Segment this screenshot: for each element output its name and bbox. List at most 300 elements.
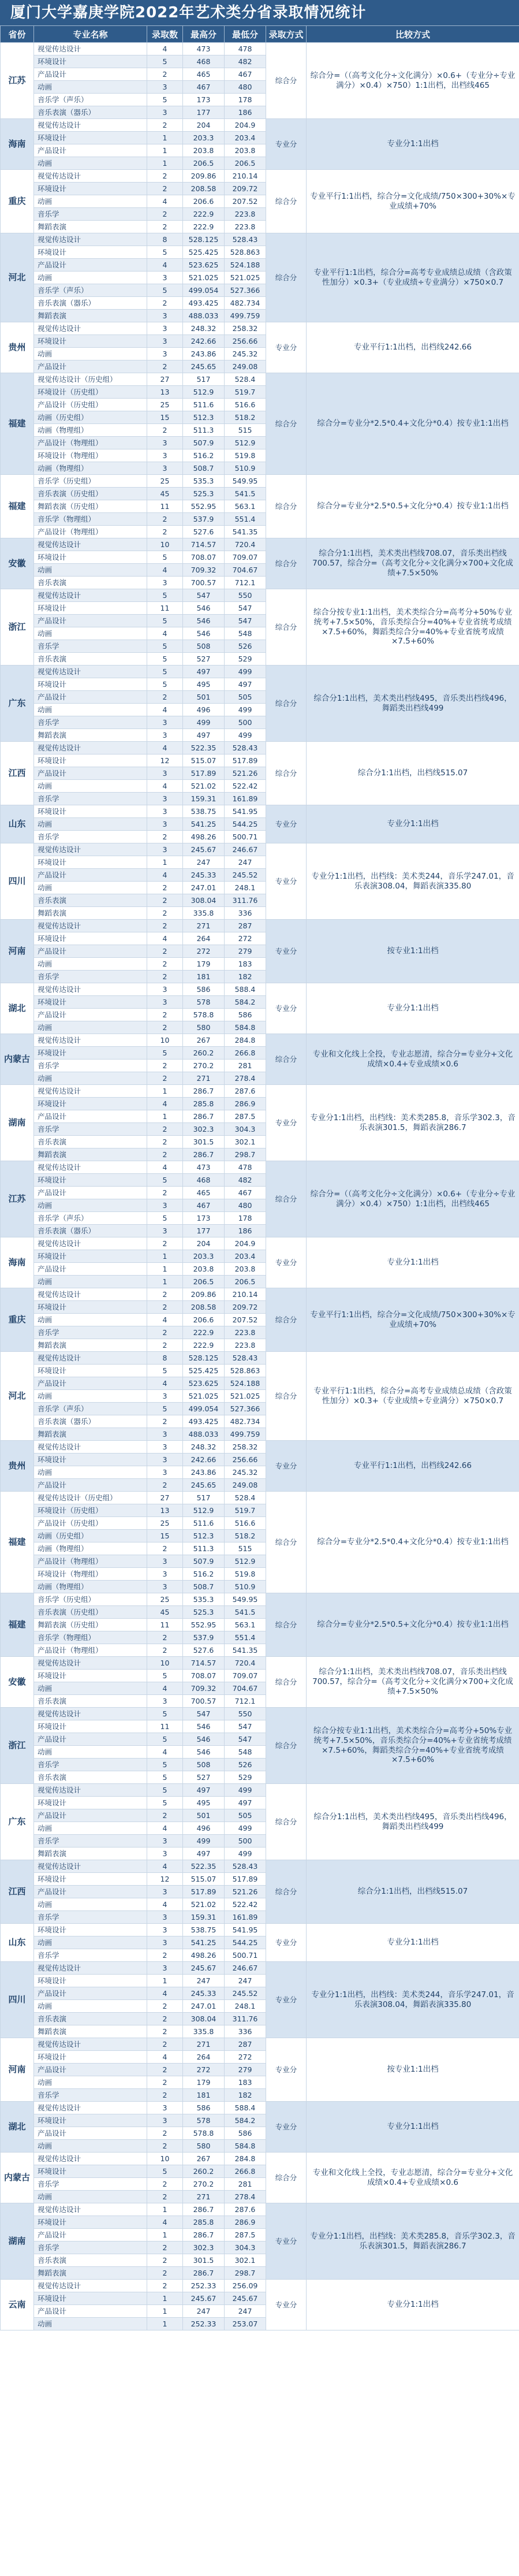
min-score-cell: 248.1 <box>225 2000 266 2013</box>
table-row <box>1 1860 519 1873</box>
major-cell: 产品设计 <box>34 259 147 272</box>
count-cell: 4 <box>147 627 183 640</box>
min-score-cell: 528.863 <box>225 1365 266 1377</box>
count-cell: 1 <box>147 1110 183 1123</box>
min-score-cell: 541.35 <box>225 526 266 538</box>
count-cell: 5 <box>147 678 183 691</box>
count-cell: 3 <box>147 729 183 742</box>
count-cell: 5 <box>147 55 183 68</box>
count-cell: 5 <box>147 1784 183 1797</box>
major-cell: 环境设计 <box>34 856 147 869</box>
max-score-cell: 515.07 <box>183 754 225 767</box>
max-score-cell: 203.3 <box>183 132 225 144</box>
comparison-rule-cell: 综合分1:1出档，美术类出档线708.07，音乐类出档线700.57，综合分=（高考文化分÷文化满分×700+文化成绩+7.5×50% <box>307 1657 519 1708</box>
admission-mode-cell: 专业分 <box>266 2102 307 2153</box>
major-cell: 环境设计（物理组） <box>34 449 147 462</box>
count-cell: 2 <box>147 2025 183 2038</box>
min-score-cell: 528.4 <box>225 373 266 386</box>
major-cell: 动画 <box>34 1199 147 1212</box>
min-score-cell: 521.26 <box>225 767 266 780</box>
major-cell: 动画 <box>34 195 147 208</box>
min-score-cell: 223.8 <box>225 1326 266 1339</box>
major-cell: 动画 <box>34 1276 147 1288</box>
max-score-cell: 497 <box>183 1848 225 1860</box>
min-score-cell: 286.9 <box>225 2216 266 2229</box>
major-cell: 动画（物理组） <box>34 424 147 437</box>
min-score-cell: 551.4 <box>225 513 266 526</box>
count-cell: 2 <box>147 2267 183 2280</box>
max-score-cell: 495 <box>183 678 225 691</box>
major-cell: 动画 <box>34 2318 147 2330</box>
comparison-rule-cell: 综合分按专业1:1出档，美术类综合分=高考分+50%专业统考+7.5×50%，音乐类综合分=40%+专业省统考成绩×7.5+60%，舞蹈类综合分=40%+专业省统考成绩×7.5+60% <box>307 1708 519 1784</box>
min-score-cell: 541.5 <box>225 1606 266 1619</box>
min-score-cell: 178 <box>225 1212 266 1225</box>
count-cell: 2 <box>147 2280 183 2292</box>
major-cell: 音乐学 <box>34 640 147 653</box>
max-score-cell: 538.75 <box>183 1924 225 1936</box>
min-score-cell: 247 <box>225 856 266 869</box>
admission-mode-cell: 综合分 <box>266 1593 307 1657</box>
major-cell: 音乐学 <box>34 1949 147 1962</box>
province-cell: 广东 <box>1 666 34 742</box>
max-score-cell: 468 <box>183 55 225 68</box>
count-cell: 4 <box>147 1898 183 1911</box>
min-score-cell: 336 <box>225 907 266 920</box>
count-cell: 3 <box>147 81 183 94</box>
major-cell: 环境设计 <box>34 335 147 348</box>
major-cell: 产品设计 <box>34 1187 147 1199</box>
min-score-cell: 203.8 <box>225 144 266 157</box>
min-score-cell: 524.188 <box>225 1377 266 1390</box>
max-score-cell: 511.3 <box>183 1542 225 1555</box>
major-cell: 动画 <box>34 272 147 284</box>
count-cell: 25 <box>147 1593 183 1606</box>
min-score-cell: 186 <box>225 106 266 119</box>
major-cell: 音乐学（历史组） <box>34 1593 147 1606</box>
table-row <box>1 233 519 246</box>
major-cell: 视觉传达设计 <box>34 43 147 55</box>
min-score-cell: 284.8 <box>225 1034 266 1047</box>
min-score-cell: 529 <box>225 1771 266 1784</box>
min-score-cell: 256.66 <box>225 1454 266 1466</box>
count-cell: 2 <box>147 831 183 843</box>
major-cell: 音乐表演（历史组） <box>34 488 147 500</box>
min-score-cell: 524.188 <box>225 259 266 272</box>
major-cell: 动画 <box>34 1021 147 1034</box>
province-cell: 内蒙古 <box>1 2153 34 2203</box>
major-cell: 视觉传达设计 <box>34 983 147 996</box>
admission-mode-cell: 综合分 <box>266 589 307 666</box>
admission-mode-cell: 综合分 <box>266 233 307 322</box>
min-score-cell: 499 <box>225 1784 266 1797</box>
table-row <box>1 1593 519 1606</box>
count-cell: 3 <box>147 1428 183 1441</box>
min-score-cell: 712.1 <box>225 1695 266 1708</box>
max-score-cell: 247 <box>183 856 225 869</box>
major-cell: 产品设计 <box>34 2305 147 2318</box>
comparison-rule-cell: 专业分1:1出档，出档线：美术类285.8，音乐学302.3，音乐表演301.5，舞蹈表演286.7 <box>307 2203 519 2280</box>
major-cell: 环境设计 <box>34 2114 147 2127</box>
min-score-cell: 286.9 <box>225 1098 266 1110</box>
comparison-rule-cell: 专业和文化线上全投，专业志愿清，综合分=专业分+文化成绩×0.4+专业成绩×0.6 <box>307 1034 519 1085</box>
count-cell: 2 <box>147 2064 183 2076</box>
province-cell: 河北 <box>1 233 34 322</box>
comparison-rule-cell: 按专业1:1出档 <box>307 920 519 983</box>
max-score-cell: 709.32 <box>183 1682 225 1695</box>
min-score-cell: 207.52 <box>225 1314 266 1326</box>
major-cell: 舞蹈表演 <box>34 1148 147 1161</box>
count-cell: 3 <box>147 805 183 818</box>
max-score-cell: 206.6 <box>183 1314 225 1326</box>
min-score-cell: 584.2 <box>225 2114 266 2127</box>
max-score-cell: 222.9 <box>183 1326 225 1339</box>
admission-mode-cell: 专业分 <box>266 1441 307 1492</box>
comparison-rule-cell: 综合分1:1出档，出档线515.07 <box>307 742 519 805</box>
major-cell: 产品设计 <box>34 360 147 373</box>
major-cell: 音乐学 <box>34 208 147 221</box>
table-row <box>1 920 519 932</box>
major-cell: 动画 <box>34 157 147 170</box>
min-score-cell: 223.8 <box>225 1339 266 1352</box>
major-cell: 音乐学（声乐） <box>34 94 147 106</box>
max-score-cell: 208.58 <box>183 183 225 195</box>
max-score-cell: 517 <box>183 1492 225 1504</box>
major-cell: 环境设计（历史组） <box>34 386 147 399</box>
min-score-cell: 499 <box>225 704 266 716</box>
major-cell: 环境设计 <box>34 932 147 945</box>
min-score-cell: 712.1 <box>225 577 266 589</box>
max-score-cell: 222.9 <box>183 1339 225 1352</box>
major-cell: 产品设计 <box>34 1110 147 1123</box>
max-score-cell: 243.86 <box>183 348 225 360</box>
major-cell: 视觉传达设计 <box>34 1441 147 1454</box>
min-score-cell: 256.66 <box>225 335 266 348</box>
province-cell: 贵州 <box>1 1441 34 1492</box>
major-cell: 动画 <box>34 1822 147 1835</box>
max-score-cell: 242.66 <box>183 335 225 348</box>
count-cell: 2 <box>147 119 183 132</box>
major-cell: 视觉传达设计 <box>34 119 147 132</box>
min-score-cell: 287.6 <box>225 2203 266 2216</box>
admission-mode-cell: 综合分 <box>266 2153 307 2203</box>
count-cell: 3 <box>147 793 183 805</box>
major-cell: 环境设计 <box>34 1454 147 1466</box>
count-cell: 3 <box>147 2102 183 2114</box>
major-cell: 环境设计 <box>34 1301 147 1314</box>
max-score-cell: 535.3 <box>183 475 225 488</box>
min-score-cell: 279 <box>225 945 266 958</box>
header-max-score: 最高分 <box>183 26 225 43</box>
max-score-cell: 203.8 <box>183 144 225 157</box>
count-cell: 4 <box>147 2051 183 2064</box>
admission-mode-cell: 综合分 <box>266 475 307 538</box>
min-score-cell: 521.025 <box>225 272 266 284</box>
comparison-rule-cell: 综合分1:1出档，美术类出档线495，音乐类出档线496，舞蹈类出档线499 <box>307 1784 519 1860</box>
max-score-cell: 302.3 <box>183 1123 225 1136</box>
count-cell: 1 <box>147 1085 183 1098</box>
max-score-cell: 272 <box>183 2064 225 2076</box>
major-cell: 音乐学（物理组） <box>34 1631 147 1644</box>
min-score-cell: 209.72 <box>225 183 266 195</box>
table-row <box>1 2038 519 2051</box>
count-cell: 3 <box>147 1390 183 1403</box>
min-score-cell: 281 <box>225 1060 266 1072</box>
major-cell: 音乐表演（器乐） <box>34 1415 147 1428</box>
major-cell: 动画 <box>34 1898 147 1911</box>
province-cell: 湖北 <box>1 983 34 1034</box>
major-cell: 产品设计 <box>34 1733 147 1746</box>
province-cell: 贵州 <box>1 322 34 373</box>
count-cell: 27 <box>147 373 183 386</box>
min-score-cell: 183 <box>225 2076 266 2089</box>
major-cell: 舞蹈表演 <box>34 907 147 920</box>
count-cell: 1 <box>147 2229 183 2242</box>
major-cell: 环境设计 <box>34 1975 147 1987</box>
min-score-cell: 203.4 <box>225 1250 266 1263</box>
comparison-rule-cell: 综合分=（（高考文化分÷文化满分）×0.6+（专业分÷专业满分）×0.4）×750）1:1出档，出档线465 <box>307 43 519 119</box>
count-cell: 45 <box>147 1606 183 1619</box>
min-score-cell: 266.8 <box>225 2165 266 2178</box>
count-cell: 4 <box>147 780 183 793</box>
count-cell: 10 <box>147 1657 183 1670</box>
count-cell: 4 <box>147 1746 183 1759</box>
major-cell: 音乐表演 <box>34 1136 147 1148</box>
max-score-cell: 335.8 <box>183 907 225 920</box>
major-cell: 环境设计 <box>34 132 147 144</box>
max-score-cell: 496 <box>183 704 225 716</box>
major-cell: 音乐表演 <box>34 2013 147 2025</box>
count-cell: 2 <box>147 526 183 538</box>
max-score-cell: 528.125 <box>183 1352 225 1365</box>
min-score-cell: 720.4 <box>225 1657 266 1670</box>
major-cell: 音乐学 <box>34 793 147 805</box>
major-cell: 产品设计（物理组） <box>34 437 147 449</box>
major-cell: 环境设计（历史组） <box>34 1504 147 1517</box>
count-cell: 3 <box>147 1454 183 1466</box>
count-cell: 3 <box>147 1225 183 1237</box>
max-score-cell: 496 <box>183 1822 225 1835</box>
count-cell: 1 <box>147 2305 183 2318</box>
major-cell: 产品设计 <box>34 2127 147 2140</box>
count-cell: 2 <box>147 2178 183 2191</box>
min-score-cell: 311.76 <box>225 2013 266 2025</box>
major-cell: 音乐表演 <box>34 1771 147 1784</box>
min-score-cell: 522.42 <box>225 780 266 793</box>
major-cell: 视觉传达设计 <box>34 843 147 856</box>
count-cell: 4 <box>147 704 183 716</box>
major-cell: 动画 <box>34 1466 147 1479</box>
min-score-cell: 526 <box>225 640 266 653</box>
max-score-cell: 501 <box>183 1809 225 1822</box>
max-score-cell: 497 <box>183 729 225 742</box>
max-score-cell: 537.9 <box>183 1631 225 1644</box>
major-cell: 舞蹈表演 <box>34 1339 147 1352</box>
major-cell: 音乐学 <box>34 2178 147 2191</box>
count-cell: 15 <box>147 1530 183 1542</box>
max-score-cell: 209.86 <box>183 170 225 183</box>
table-row <box>1 1352 519 1365</box>
max-score-cell: 525.3 <box>183 1606 225 1619</box>
max-score-cell: 222.9 <box>183 208 225 221</box>
count-cell: 4 <box>147 1161 183 1174</box>
major-cell: 视觉传达设计 <box>34 1962 147 1975</box>
province-cell: 四川 <box>1 843 34 920</box>
max-score-cell: 488.033 <box>183 310 225 322</box>
min-score-cell: 245.52 <box>225 869 266 882</box>
max-score-cell: 247 <box>183 2305 225 2318</box>
comparison-rule-cell: 专业分1:1出档 <box>307 2102 519 2153</box>
major-cell: 动画 <box>34 1936 147 1949</box>
max-score-cell: 499.054 <box>183 1403 225 1415</box>
count-cell: 1 <box>147 132 183 144</box>
page-title: 厦门大学嘉庚学院2022年艺术类分省录取情况统计 <box>0 0 519 25</box>
min-score-cell: 467 <box>225 68 266 81</box>
count-cell: 3 <box>147 1695 183 1708</box>
max-score-cell: 222.9 <box>183 221 225 233</box>
table-row <box>1 2203 519 2216</box>
comparison-rule-cell: 综合分=专业分*2.5*0.4+文化分*0.4）按专业1:1出档 <box>307 373 519 475</box>
count-cell: 25 <box>147 399 183 411</box>
min-score-cell: 499 <box>225 729 266 742</box>
count-cell: 1 <box>147 2203 183 2216</box>
major-cell: 音乐学 <box>34 1326 147 1339</box>
min-score-cell: 500 <box>225 716 266 729</box>
count-cell: 25 <box>147 475 183 488</box>
province-cell: 四川 <box>1 1962 34 2038</box>
max-score-cell: 521.025 <box>183 1390 225 1403</box>
major-cell: 音乐学（声乐） <box>34 1212 147 1225</box>
major-cell: 舞蹈表演（历史组） <box>34 500 147 513</box>
count-cell: 2 <box>147 1809 183 1822</box>
major-cell: 动画 <box>34 780 147 793</box>
min-score-cell: 249.08 <box>225 1479 266 1492</box>
max-score-cell: 507.9 <box>183 437 225 449</box>
count-cell: 5 <box>147 1212 183 1225</box>
min-score-cell: 709.07 <box>225 1670 266 1682</box>
comparison-rule-cell: 综合分=（（高考文化分÷文化满分）×0.6+（专业分÷专业满分）×0.4）×750）1:1出档，出档线465 <box>307 1161 519 1237</box>
major-cell: 动画（物理组） <box>34 462 147 475</box>
table-row <box>1 1237 519 1250</box>
province-cell: 河南 <box>1 920 34 983</box>
min-score-cell: 182 <box>225 2089 266 2102</box>
table-row <box>1 742 519 754</box>
major-cell: 动画 <box>34 1072 147 1085</box>
count-cell: 1 <box>147 144 183 157</box>
count-cell: 10 <box>147 2153 183 2165</box>
max-score-cell: 267 <box>183 2153 225 2165</box>
max-score-cell: 512.3 <box>183 1530 225 1542</box>
min-score-cell: 246.67 <box>225 1962 266 1975</box>
table-body <box>1 43 519 2330</box>
min-score-cell: 516.6 <box>225 1517 266 1530</box>
min-score-cell: 499 <box>225 1822 266 1835</box>
max-score-cell: 527.6 <box>183 526 225 538</box>
max-score-cell: 709.32 <box>183 564 225 577</box>
admission-mode-cell: 综合分 <box>266 666 307 742</box>
major-cell: 动画 <box>34 1746 147 1759</box>
count-cell: 1 <box>147 2318 183 2330</box>
count-cell: 11 <box>147 1619 183 1631</box>
table-row <box>1 1708 519 1720</box>
major-cell: 音乐学 <box>34 716 147 729</box>
max-score-cell: 206.5 <box>183 157 225 170</box>
min-score-cell: 550 <box>225 1708 266 1720</box>
min-score-cell: 258.32 <box>225 1441 266 1454</box>
count-cell: 3 <box>147 272 183 284</box>
max-score-cell: 516.2 <box>183 449 225 462</box>
max-score-cell: 495 <box>183 1797 225 1809</box>
major-cell: 视觉传达设计 <box>34 920 147 932</box>
min-score-cell: 245.67 <box>225 2292 266 2305</box>
min-score-cell: 245.52 <box>225 1987 266 2000</box>
max-score-cell: 301.5 <box>183 1136 225 1148</box>
min-score-cell: 547 <box>225 1720 266 1733</box>
max-score-cell: 245.33 <box>183 869 225 882</box>
admission-mode-cell: 综合分 <box>266 1352 307 1441</box>
major-cell: 环境设计 <box>34 55 147 68</box>
max-score-cell: 248.32 <box>183 322 225 335</box>
min-score-cell: 204.9 <box>225 1237 266 1250</box>
count-cell: 3 <box>147 1441 183 1454</box>
min-score-cell: 278.4 <box>225 2191 266 2203</box>
province-cell: 福建 <box>1 1593 34 1657</box>
min-score-cell: 519.8 <box>225 1568 266 1581</box>
comparison-rule-cell: 综合分按专业1:1出档，美术类综合分=高考分+50%专业统考+7.5×50%，音乐类综合分=40%+专业省统考成绩×7.5+60%，舞蹈类综合分=40%+专业省统考成绩×7.5+60% <box>307 589 519 666</box>
max-score-cell: 260.2 <box>183 2165 225 2178</box>
count-cell: 3 <box>147 437 183 449</box>
major-cell: 音乐学（声乐） <box>34 284 147 297</box>
min-score-cell: 499 <box>225 1848 266 1860</box>
major-cell: 产品设计 <box>34 1987 147 2000</box>
max-score-cell: 252.33 <box>183 2318 225 2330</box>
max-score-cell: 285.8 <box>183 1098 225 1110</box>
min-score-cell: 248.1 <box>225 882 266 894</box>
max-score-cell: 208.58 <box>183 1301 225 1314</box>
min-score-cell: 541.35 <box>225 1644 266 1657</box>
count-cell: 2 <box>147 1644 183 1657</box>
max-score-cell: 465 <box>183 68 225 81</box>
max-score-cell: 541.25 <box>183 818 225 831</box>
min-score-cell: 206.5 <box>225 1276 266 1288</box>
count-cell: 1 <box>147 157 183 170</box>
major-cell: 动画 <box>34 1314 147 1326</box>
major-cell: 产品设计 <box>34 2229 147 2242</box>
max-score-cell: 209.86 <box>183 1288 225 1301</box>
min-score-cell: 515 <box>225 1542 266 1555</box>
min-score-cell: 584.8 <box>225 1021 266 1034</box>
major-cell: 音乐学 <box>34 831 147 843</box>
major-cell: 音乐学 <box>34 2242 147 2254</box>
comparison-rule-cell: 综合分=专业分*2.5*0.5+文化分*0.4）按专业1:1出档 <box>307 1593 519 1657</box>
count-cell: 2 <box>147 2140 183 2153</box>
table-row <box>1 170 519 183</box>
table-row <box>1 805 519 818</box>
admission-mode-cell: 综合分 <box>266 1492 307 1593</box>
table-header-row <box>1 26 519 43</box>
major-cell: 产品设计（历史组） <box>34 1517 147 1530</box>
major-cell: 产品设计（物理组） <box>34 1555 147 1568</box>
count-cell: 2 <box>147 1148 183 1161</box>
max-score-cell: 586 <box>183 2102 225 2114</box>
major-cell: 产品设计 <box>34 1009 147 1021</box>
max-score-cell: 335.8 <box>183 2025 225 2038</box>
major-cell: 音乐表演（器乐） <box>34 297 147 310</box>
count-cell: 2 <box>147 297 183 310</box>
count-cell: 2 <box>147 2076 183 2089</box>
count-cell: 2 <box>147 691 183 704</box>
count-cell: 2 <box>147 971 183 983</box>
comparison-rule-cell: 专业平行1:1出档，综合分=文化成绩/750×300+30%×专业成绩+70% <box>307 1288 519 1352</box>
